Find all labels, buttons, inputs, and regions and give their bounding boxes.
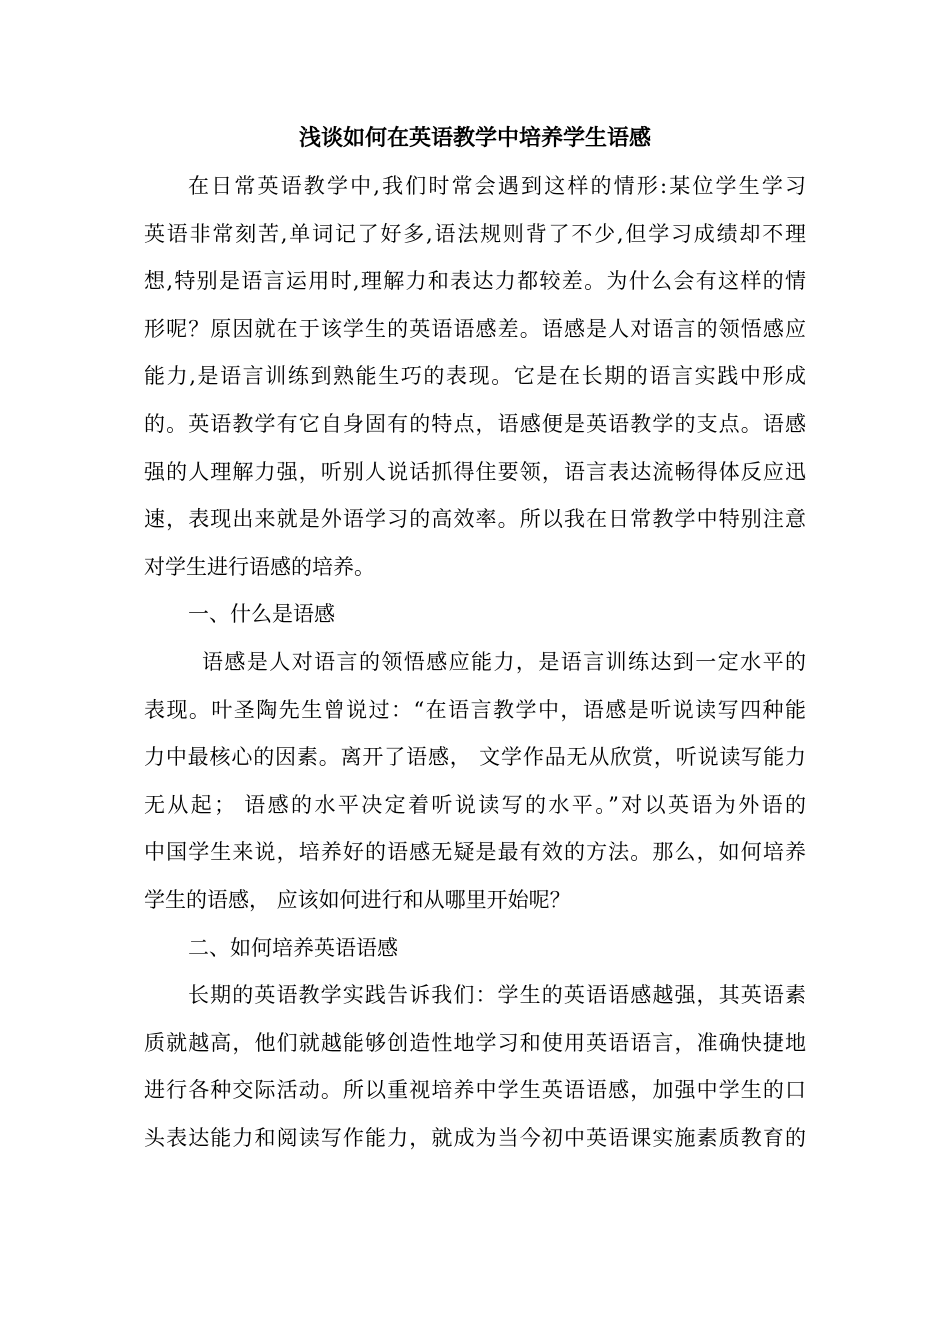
section-heading-how-to-cultivate: 二、如何培养英语语感 bbox=[188, 935, 398, 960]
paragraph-line: 想,特别是语言运用时,理解力和表达力都较差。为什么会有这样的情 bbox=[144, 269, 806, 294]
paragraph-line: 的。英语教学有它自身固有的特点，语感便是英语教学的支点。语感 bbox=[144, 411, 806, 436]
paragraph-line: 学生的语感， 应该如何进行和从哪里开始呢？ bbox=[144, 887, 571, 912]
paragraph-line: 无从起； 语感的水平决定着听说读写的水平。”对以英语为外语的 bbox=[144, 792, 806, 817]
paragraph-line: 质就越高，他们就越能够创造性地学习和使用英语语言，准确快捷地 bbox=[144, 1030, 806, 1055]
paragraph-intro bbox=[144, 163, 806, 591]
document-body bbox=[144, 118, 806, 1162]
paragraph-line: 在日常英语教学中,我们时常会遇到这样的情形:某位学生学习 bbox=[188, 174, 806, 198]
paragraph-line: 强的人理解力强，听别人说话抓得住要领，语言表达流畅得体反应迅 bbox=[144, 459, 806, 484]
paragraph-line: 进行各种交际活动。所以重视培养中学生英语语感，加强中学生的口 bbox=[144, 1078, 806, 1103]
paragraph-line: 力中最核心的因素。离开了语感， 文学作品无从欣赏，听说读写能力 bbox=[144, 745, 806, 770]
paragraph-line: 头表达能力和阅读写作能力，就成为当今初中英语课实施素质教育的 bbox=[144, 1125, 806, 1150]
paragraph-line: 能力,是语言训练到熟能生巧的表现。它是在长期的语言实践中形成 bbox=[144, 364, 806, 389]
paragraph-practice bbox=[144, 972, 806, 1162]
paragraph-line: 英语非常刻苦,单词记了好多,语法规则背了不少,但学习成绩却不理 bbox=[144, 221, 806, 246]
paragraph-line: 速，表现出来就是外语学习的高效率。所以我在日常教学中特别注意 bbox=[144, 507, 806, 532]
paragraph-line: 形呢？原因就在于该学生的英语语感差。语感是人对语言的领悟感应 bbox=[144, 316, 806, 341]
paragraph-line: 长期的英语教学实践告诉我们：学生的英语语感越强，其英语素 bbox=[188, 983, 806, 1008]
paragraph-line: 表现。叶圣陶先生曾说过：“在语言教学中，语感是听说读写四种能 bbox=[144, 697, 806, 722]
paragraph-line: 中国学生来说，培养好的语感无疑是最有效的方法。那么，如何培养 bbox=[144, 840, 806, 865]
section-heading-what-is-language-sense: 一、什么是语感 bbox=[188, 602, 335, 627]
document-title: 浅谈如何在英语教学中培养学生语感 bbox=[298, 125, 651, 151]
paragraph-line: 语感是人对语言的领悟感应能力，是语言训练达到一定水平的 bbox=[202, 649, 806, 674]
paragraph-definition bbox=[144, 639, 806, 925]
paragraph-line: 对学生进行语感的培养。 bbox=[144, 554, 375, 579]
